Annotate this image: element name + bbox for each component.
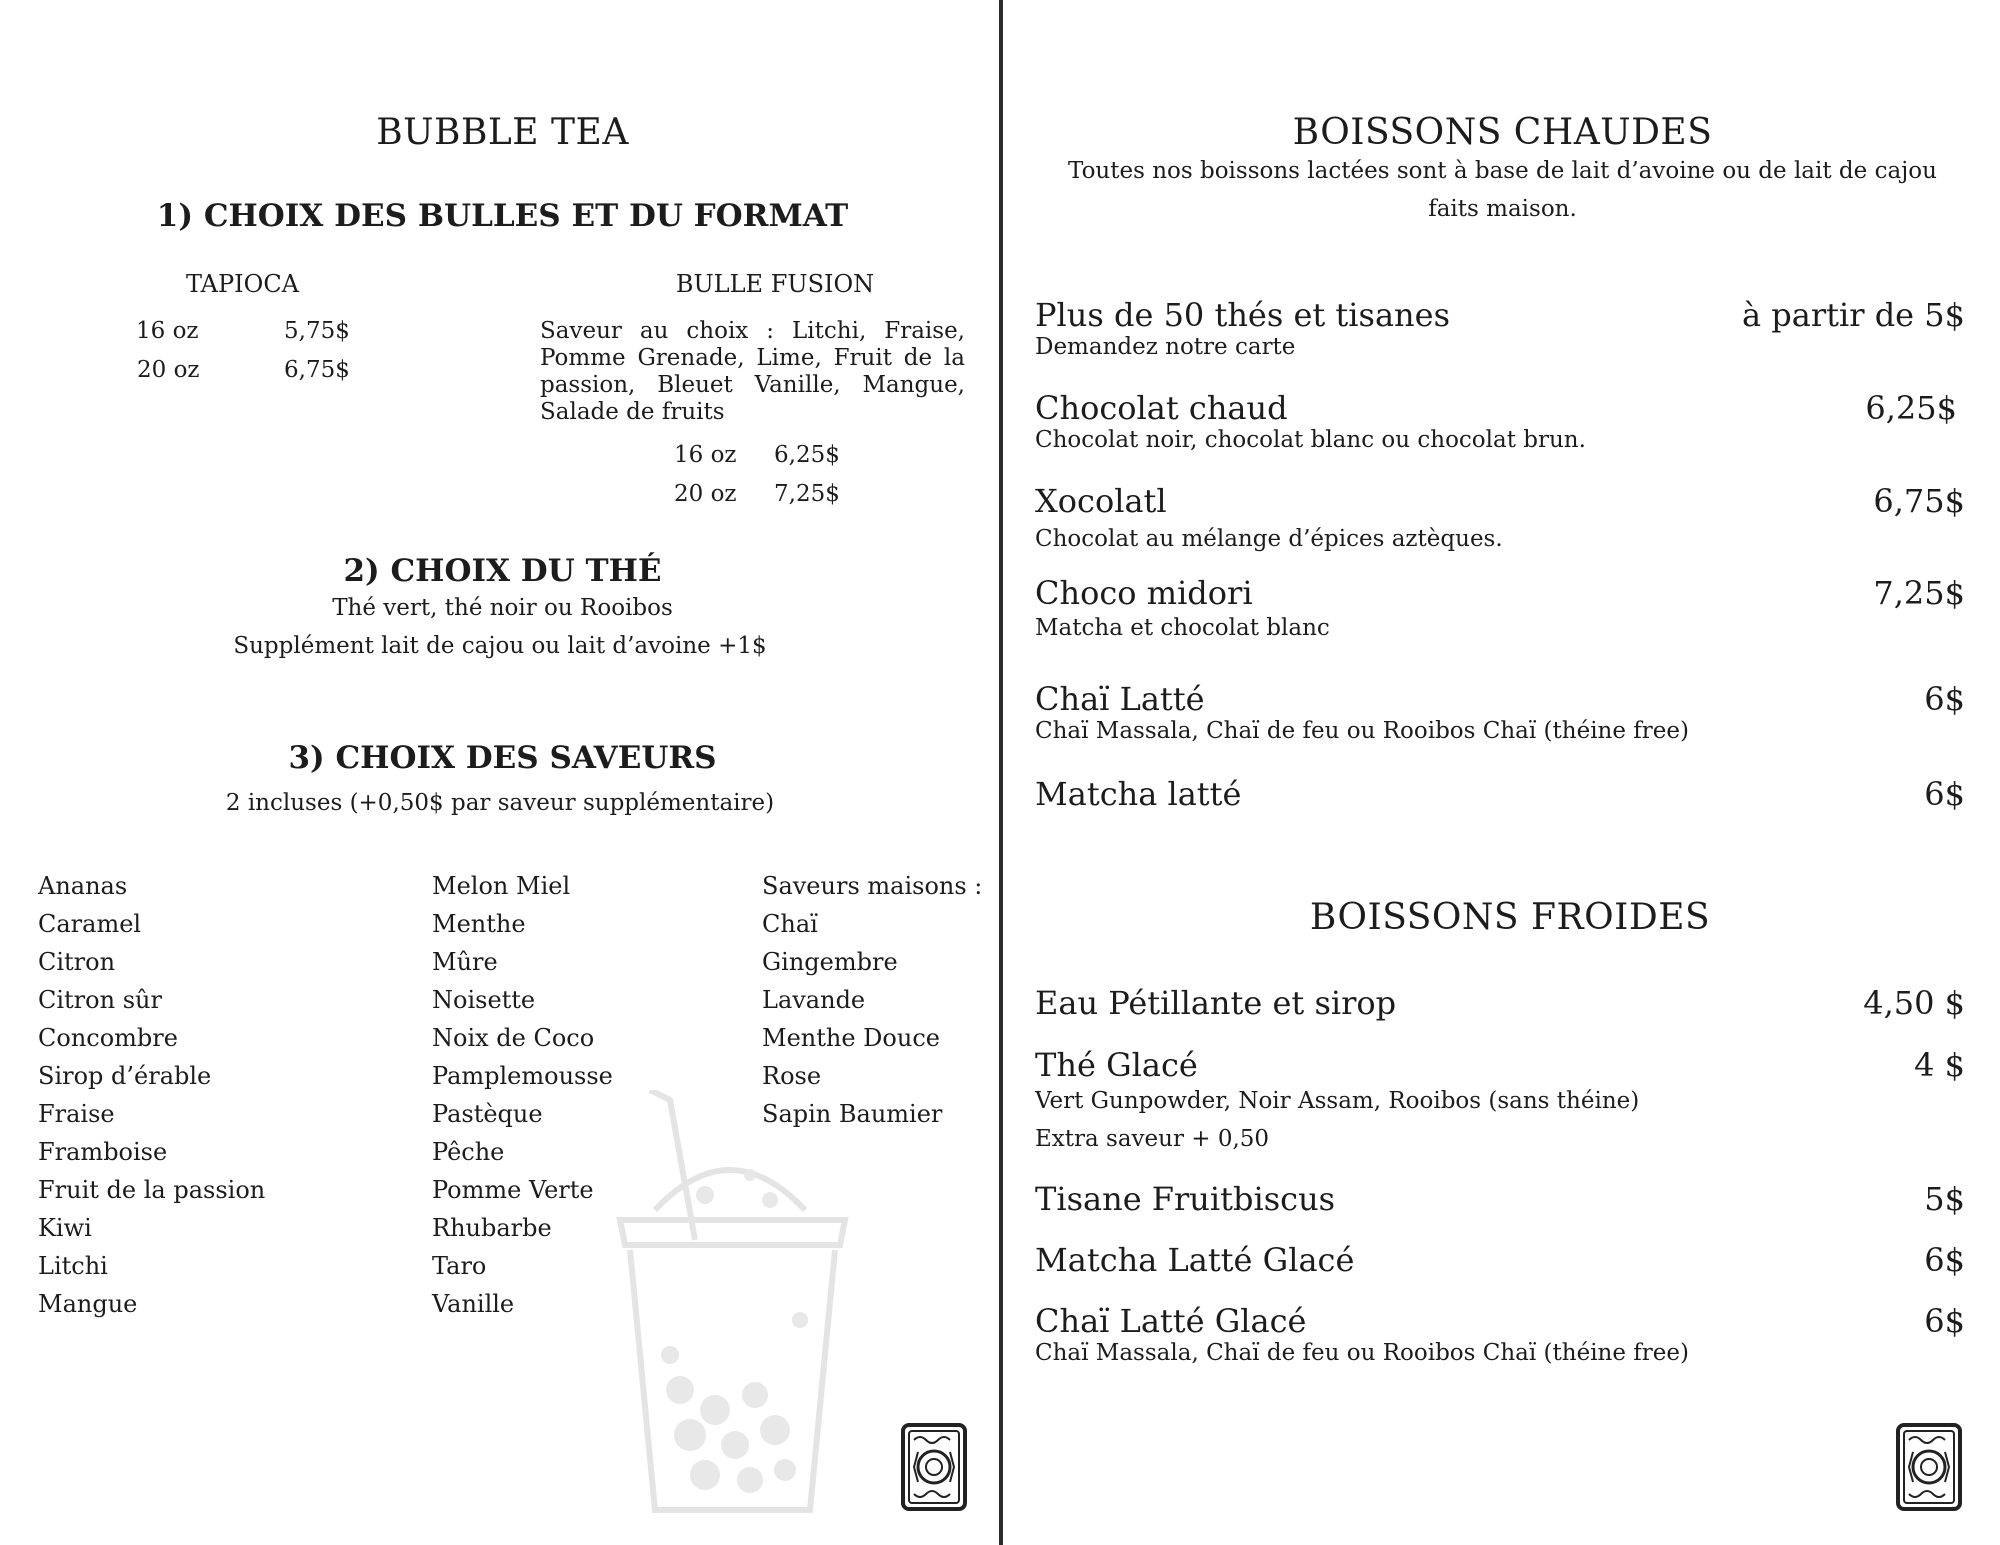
item-description: Chaï Massala, Chaï de feu ou Rooibos Chaï (théine free) [1035,1340,1689,1366]
flavor-item: Lavande [762,986,866,1014]
flavor-item: Citron [38,948,116,976]
hot-drinks-note-line1: Toutes nos boissons lactées sont à base de lait d’avoine ou de lait de cajou [1068,158,1937,184]
item-price: 7,25$ [1873,574,1965,612]
item-extra-note: Extra saveur + 0,50 [1035,1126,1270,1152]
flavor-item: Menthe [432,910,526,938]
item-description: Demandez notre carte [1035,334,1296,360]
flavors-column-1 [38,867,265,1323]
menu-item [1035,680,1965,744]
flavor-item: Vanille [432,1290,515,1318]
item-price: 5$ [1924,1180,1965,1218]
item-description: Vert Gunpowder, Noir Assam, Rooibos (sans théine) [1035,1088,1640,1114]
flavor-item: Caramel [38,910,142,938]
item-name: Xocolatl [1035,482,1167,520]
size-label: 16 oz [136,318,199,344]
item-price: 6,25$ [1865,389,1957,427]
menu-item [1035,1180,1965,1220]
menu-item [1035,1302,1965,1366]
item-price: 4,50 $ [1863,984,1965,1022]
flavor-item: Melon Miel [432,872,571,900]
item-description: Chocolat au mélange d’épices aztèques. [1035,526,1503,552]
milk-supplement-text: Supplément lait de cajou ou lait d’avoine +1$ [233,633,767,659]
flavor-item: Pêche [432,1138,505,1166]
price-label: 6,25$ [774,442,840,468]
item-price: 6$ [1924,680,1965,718]
flavor-item: Ananas [38,872,128,900]
flavor-item: Sirop d’érable [38,1062,212,1090]
item-name: Thé Glacé [1035,1046,1198,1084]
hot-drinks-note-line2: faits maison. [1428,196,1577,222]
item-description: Chaï Massala, Chaï de feu ou Rooibos Chaï (théine free) [1035,718,1689,744]
menu-item [1035,984,1965,1024]
bubble-tea-cup-icon [610,1090,855,1520]
flavors-included-text: 2 incluses (+0,50$ par saveur supplémentaire) [225,790,775,816]
flavor-item: Fruit de la passion [38,1176,266,1204]
menu-item [1035,482,1965,552]
drinks-page [1005,0,2000,1545]
menu-item [1035,1241,1965,1281]
step1-title: 1) CHOIX DES BULLES ET DU FORMAT [156,198,849,234]
price-label: 6,75$ [284,357,350,383]
cold-drinks-title: BOISSONS FROIDES [1309,897,1711,938]
menu-item [1035,574,1965,641]
bulle-fusion-label: BULLE FUSION [675,270,875,298]
item-name: Matcha Latté Glacé [1035,1241,1355,1279]
flavor-item: Menthe Douce [762,1024,940,1052]
item-price: 4 $ [1914,1046,1965,1084]
item-price: 6$ [1924,1241,1965,1279]
flavor-item: Chaï [762,910,818,938]
flavor-item: Pamplemousse [432,1062,613,1090]
flavor-item: Noix de Coco [432,1024,595,1052]
item-name: Chaï Latté [1035,680,1205,718]
menu-item [1035,775,1965,815]
flavor-item: Framboise [38,1138,168,1166]
size-label: 20 oz [674,481,737,507]
flavor-item: Kiwi [38,1214,92,1242]
flavor-item: Pomme Verte [432,1176,594,1204]
item-description: Chocolat noir, chocolat blanc ou chocolat brun. [1035,427,1586,453]
flavor-item: Noisette [432,986,536,1014]
item-name: Tisane Fruitbiscus [1035,1180,1336,1218]
flavor-item: Litchi [38,1252,108,1280]
flavors-column-3 [762,867,982,1133]
item-price: à partir de 5$ [1742,296,1965,334]
item-price: 6$ [1924,775,1965,813]
item-price: 6$ [1924,1302,1965,1340]
item-name: Matcha latté [1035,775,1242,813]
flavor-item: Taro [432,1252,487,1280]
flavors-column-2 [432,867,613,1323]
item-name: Eau Pétillante et sirop [1035,984,1397,1022]
flavor-item: Rose [762,1062,822,1090]
tea-choice-text: Thé vert, thé noir ou Rooibos [332,595,673,621]
item-name: Chaï Latté Glacé [1035,1302,1307,1340]
item-name: Choco midori [1035,574,1253,612]
page-divider [999,0,1003,1545]
bulle-fusion-description: Saveur au choix : Litchi, Fraise, Pomme Grenade, Lime, Fruit de la passion, Bleuet Vanille, Mangue, Salade de fruits [540,318,965,425]
logo-stamp-icon [1895,1422,1963,1512]
step2-title: 2) CHOIX DU THÉ [343,553,662,589]
flavor-item: Fraise [38,1100,115,1128]
flavor-item: Mûre [432,948,498,976]
menu-item [1035,296,1965,360]
price-label: 5,75$ [284,318,350,344]
price-label: 7,25$ [774,481,840,507]
flavor-item: Mangue [38,1290,138,1318]
flavor-item: Rhubarbe [432,1214,552,1242]
bubble-tea-title: BUBBLE TEA [376,112,629,153]
item-price: 6,75$ [1873,482,1965,520]
item-name: Plus de 50 thés et tisanes [1035,296,1450,334]
menu-item [1035,1046,1965,1156]
item-description: Matcha et chocolat blanc [1035,615,1330,641]
item-name: Chocolat chaud [1035,389,1288,427]
flavor-item: Concombre [38,1024,178,1052]
step3-title: 3) CHOIX DES SAVEURS [288,740,717,776]
flavor-item: Sapin Baumier [762,1100,943,1128]
logo-stamp-icon [900,1422,968,1512]
size-label: 20 oz [137,357,200,383]
house-flavors-heading: Saveurs maisons : [762,872,983,900]
flavor-item: Pastèque [432,1100,543,1128]
menu-item [1035,389,1965,453]
size-label: 16 oz [674,442,737,468]
tapioca-label: TAPIOCA [185,270,300,298]
flavor-item: Citron sûr [38,986,162,1014]
hot-drinks-title: BOISSONS CHAUDES [1292,112,1713,153]
flavor-item: Gingembre [762,948,898,976]
